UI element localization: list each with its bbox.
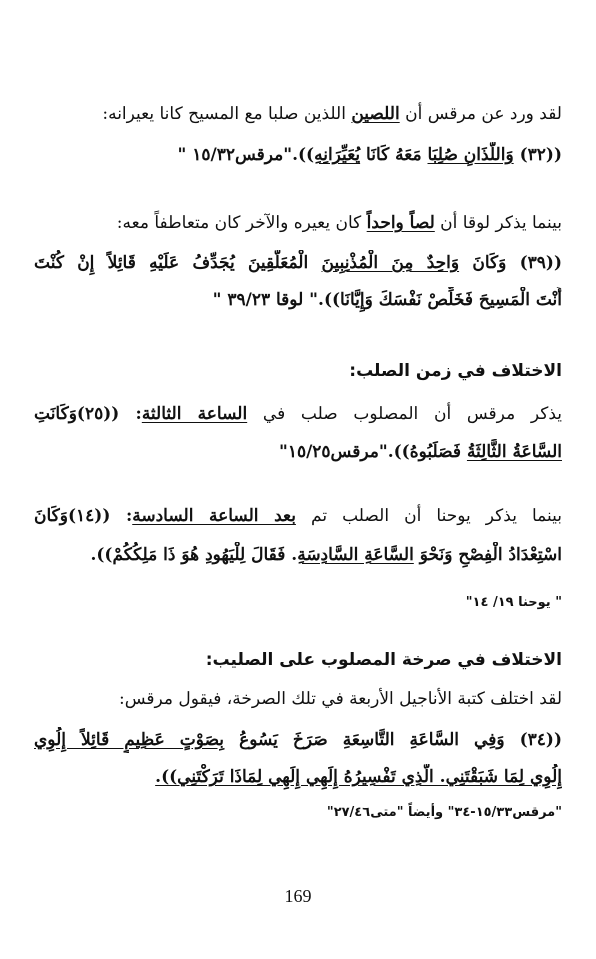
section-1-line-3 <box>34 503 562 529</box>
underlined-term: السَّاعَةُ الثَّالِثَةُ <box>466 442 562 462</box>
verse-text: الْمُعَلَّقِينَ يُجَدِّفُ عَلَيْهِ قَائِلاً إِنْ كُنْتَ <box>34 253 322 273</box>
verse-text: : ((١٤)وَكَانَ <box>34 506 133 526</box>
verse-text: مَعَهُ كَانَا <box>360 145 428 165</box>
verse-luke-23-39-line-2: أَنْتَ الْمَسِيحَ فَخَلِّصْ نَفْسَكَ وَإِيَّانَا))." لوقا ٣٩/٢٣ " <box>212 290 562 310</box>
underlined-term: بعد الساعة السادسة <box>132 506 296 526</box>
text: يذكر مرقس أن المصلوب صلب في <box>247 404 562 424</box>
verse-citation: فَصَلَبُوهُ))."مرقس١٥/٢٥" <box>278 442 467 462</box>
section-1-line-2 <box>34 439 562 465</box>
verse-mark-15-34-line-1 <box>34 727 562 753</box>
underlined-term: وَاللَّذَانِ صُلِبَا <box>427 145 514 165</box>
citation-mark-matthew: "مرقس١٥/٣٣-٣٤" وأيضاً "متى٢٧/٤٦" <box>326 805 562 820</box>
verse-luke-23-39-line-1 <box>34 250 562 276</box>
verse-text: ((٣٩) وَكَانَ <box>459 253 562 273</box>
section-1-line-1 <box>34 401 562 427</box>
underlined-term: لصاً واحداً <box>366 213 435 233</box>
text: بينما يذكر يوحنا أن الصلب تم <box>295 506 562 526</box>
section-2-line-1: لقد اختلف كتبة الأناجيل الأربعة في تلك الصرخة، فيقول مرقس: <box>118 689 562 709</box>
underlined-term: السَّاعَةِ السَّادِسَةِ <box>297 545 414 565</box>
text: اللذين صلبا مع المسيح كانا يعيرانه: <box>102 104 352 124</box>
section-1-line-4 <box>34 542 562 568</box>
citation-john-19-14: " يوحنا ١٩/ ١٤" <box>465 595 562 610</box>
section-heading-cry-on-cross: الاختلاف في صرخة المصلوب على الصليب: <box>205 650 562 670</box>
verse-text: : ((٢٥)وَكَانَتِ <box>34 404 142 424</box>
verse-text: اسْتِعْدَادُ الْفِصْحِ وَنَحْوَ <box>413 545 562 565</box>
paragraph-1-line-1 <box>34 101 562 127</box>
underlined-term: الساعة الثالثة <box>141 404 248 424</box>
underlined-term: بِصَوْتٍ عَظِيمٍ قَائِلاً إِلُوِي <box>34 730 225 750</box>
text: بينما يذكر لوقا أن <box>434 213 562 233</box>
section-heading-crucifixion-time: الاختلاف في زمن الصلب: <box>349 361 562 381</box>
verse-mark-15-32 <box>34 142 562 168</box>
verse-text: ((٣٤) وَفِي السَّاعَةِ التَّاسِعَةِ صَرَخَ يَسُوعُ <box>224 730 562 750</box>
verse-text: . فَقَالَ لِلْيَهُودِ هُوَ ذَا مَلِكُكُمْ)). <box>90 545 298 565</box>
verse-text: ((٣٢) <box>513 145 562 165</box>
underlined-term: وَاحِدٌ مِنَ الْمُذْنِبِينَ <box>321 253 460 273</box>
verse-citation: ))."مرقس١٥/٣٢ " <box>177 145 315 165</box>
underlined-term: اللصين <box>351 104 400 124</box>
underlined-term: يُعَيِّرَانِهِ <box>314 145 361 165</box>
verse-mark-15-34-line-2: إِلُوِي لِمَا شَبَقْتَنِي. الَّذِي تَفْسِيرُهُ إِلَهِي إِلَهِي لِمَاذَا تَرَكْتَنِي)). <box>155 767 562 787</box>
text: كان يعيره والآخر كان متعاطفاً معه: <box>116 213 367 233</box>
paragraph-2-line-1 <box>34 210 562 236</box>
text: لقد ورد عن مرقس أن <box>399 104 562 124</box>
page-number: 169 <box>284 886 312 906</box>
